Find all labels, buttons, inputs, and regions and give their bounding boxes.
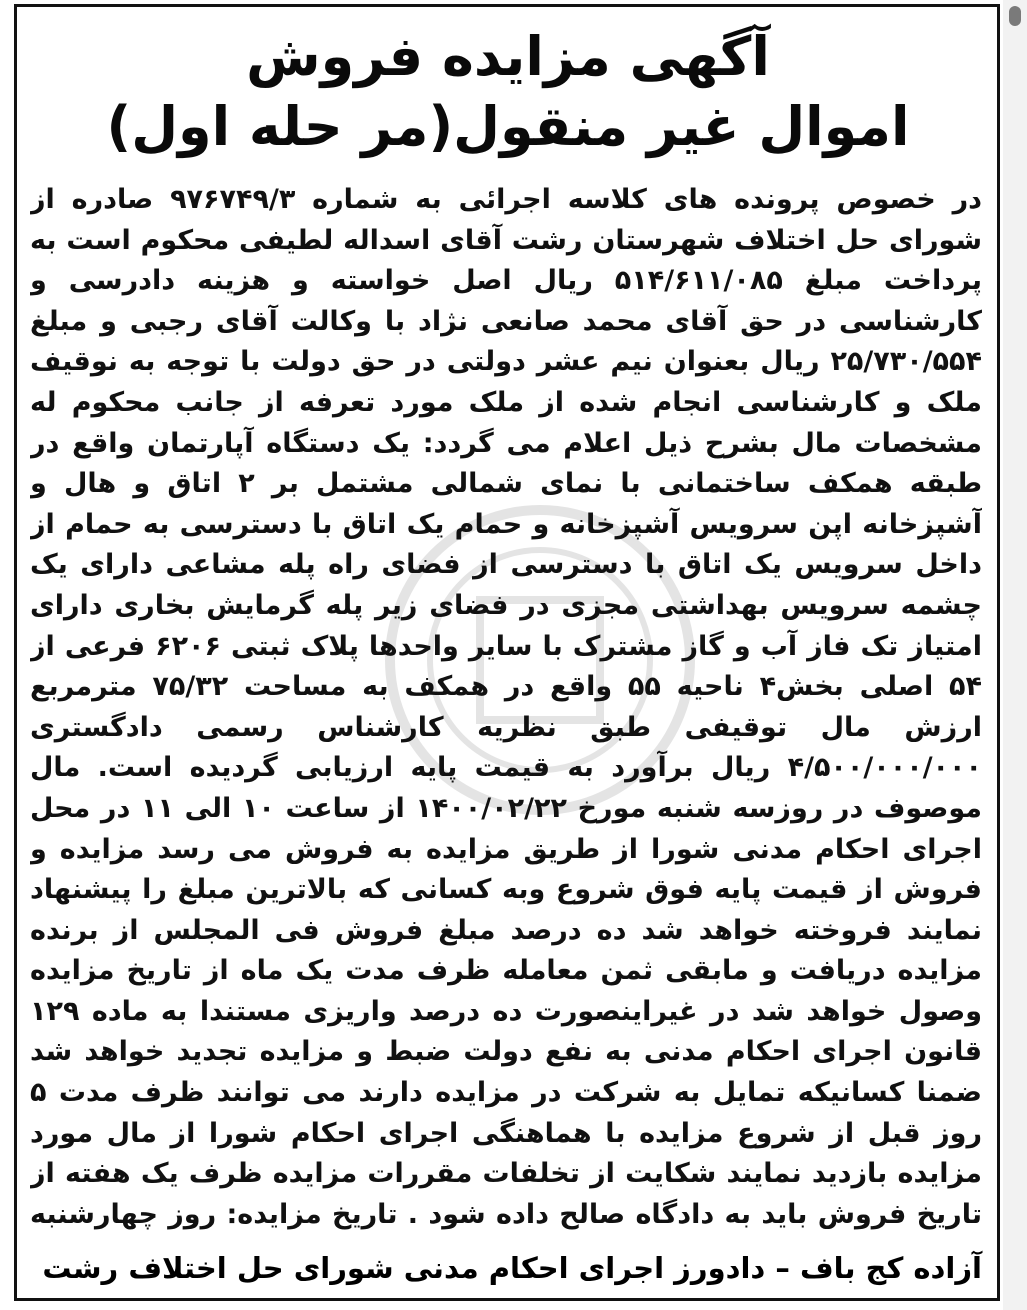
notice-signature: آزاده کج باف – دادورز اجرای احکام مدنی شورای حل اختلاف رشت: [42, 1251, 982, 1285]
scrollbar-thumb[interactable]: [1009, 6, 1021, 26]
scrollbar-track[interactable]: [1003, 0, 1027, 1310]
notice-body: در خصوص پرونده های کلاسه اجرائی به شماره ۹۷۶۷۴۹/۳ صادره از شورای حل اختلاف شهرستان رشت آقای اسداله لطیفی محکوم است به پرداخت مبلغ ۵۱۴/۶۱۱/۰۸۵ ریال اصل خواسته و هزینه دادرسی و کارشناسی در حق آقای محمد صانعی نژاد با وکالت آقای رجبی و مبلغ ۲۵/۷۳۰/۵۵۴ ریال بعنوان نیم عشر دولتی در حق دولت با توجه به نوقیف ملک و کارشناسی انجام شده از ملک مورد تعرفه از جانب محکوم له مشخصات مال بشرح ذیل اعلام می گردد: یک دستگاه آپارتمان واقع در طبقه همکف ساختمانی با نمای شمالی مشتمل بر ۲ اتاق و هال و آشپزخانه اپن سرویس آشپزخانه و حمام یک اتاق با دسترسی به حمام از داخل سرویس یک اتاق با دسترسی از فضای راه پله مشاعی دارای یک چشمه سرویس بهداشتی مجزی در فضای زیر پله گرمایش بخاری دارای امتیاز تک فاز آب و گاز مشترک با سایر واحدها پلاک ثبتی ۶۲۰۶ فرعی از ۵۴ اصلی بخش۴ ناحیه ۵۵ واقع در همکف به مساحت ۷۵/۳۲ مترمربع ارزش مال توقیفی طبق نظریه کارشناس رسمی دادگستری ۴/۵۰۰/۰۰۰/۰۰۰ ریال برآورد به قیمت پایه ارزیابی گردیده است. مال موصوف در روزسه شنبه مورخ ۱۴۰۰/۰۲/۲۲ از ساعت ۱۰ الی ۱۱ در محل اجرای احکام مدنی شورا از طریق مزایده به فروش می رسد مزایده و فروش از قیمت پایه فوق شروع وبه کسانی که بالاترین مبلغ را پیشنهاد نمایند فروخته خواهد شد ده درصد مبلغ فروش فی المجلس از برنده مزایده دریافت و مابقی ثمن معامله ظرف مدت یک ماه از تاریخ مزایده وصول خواهد شد در غیراینصورت ده درصد واریزی مستندا به ماده ۱۲۹ قانون اجرای احکام مدنی به نفع دولت ضبط و مزایده تجدید خواهد شد ضمنا کسانیکه تمایل به شرکت در مزایده دارند می توانند ظرف مدت ۵ روز قبل از شروع مزایده با هماهنگی اجرای احکام شورا از مال مورد مزایده بازدید نمایند شکایت از تخلفات مقررات مزایده ظرف یک هفته از تاریخ فروش باید به دادگاه صالح داده شود . تاریخ مزایده: روز چهارشنبه: [30, 184, 982, 1230]
notice-title-line2: اموال غیر منقول(مر حله اول): [106, 95, 910, 158]
notice-title-line1: آگهی مزایده فروش: [246, 25, 770, 88]
